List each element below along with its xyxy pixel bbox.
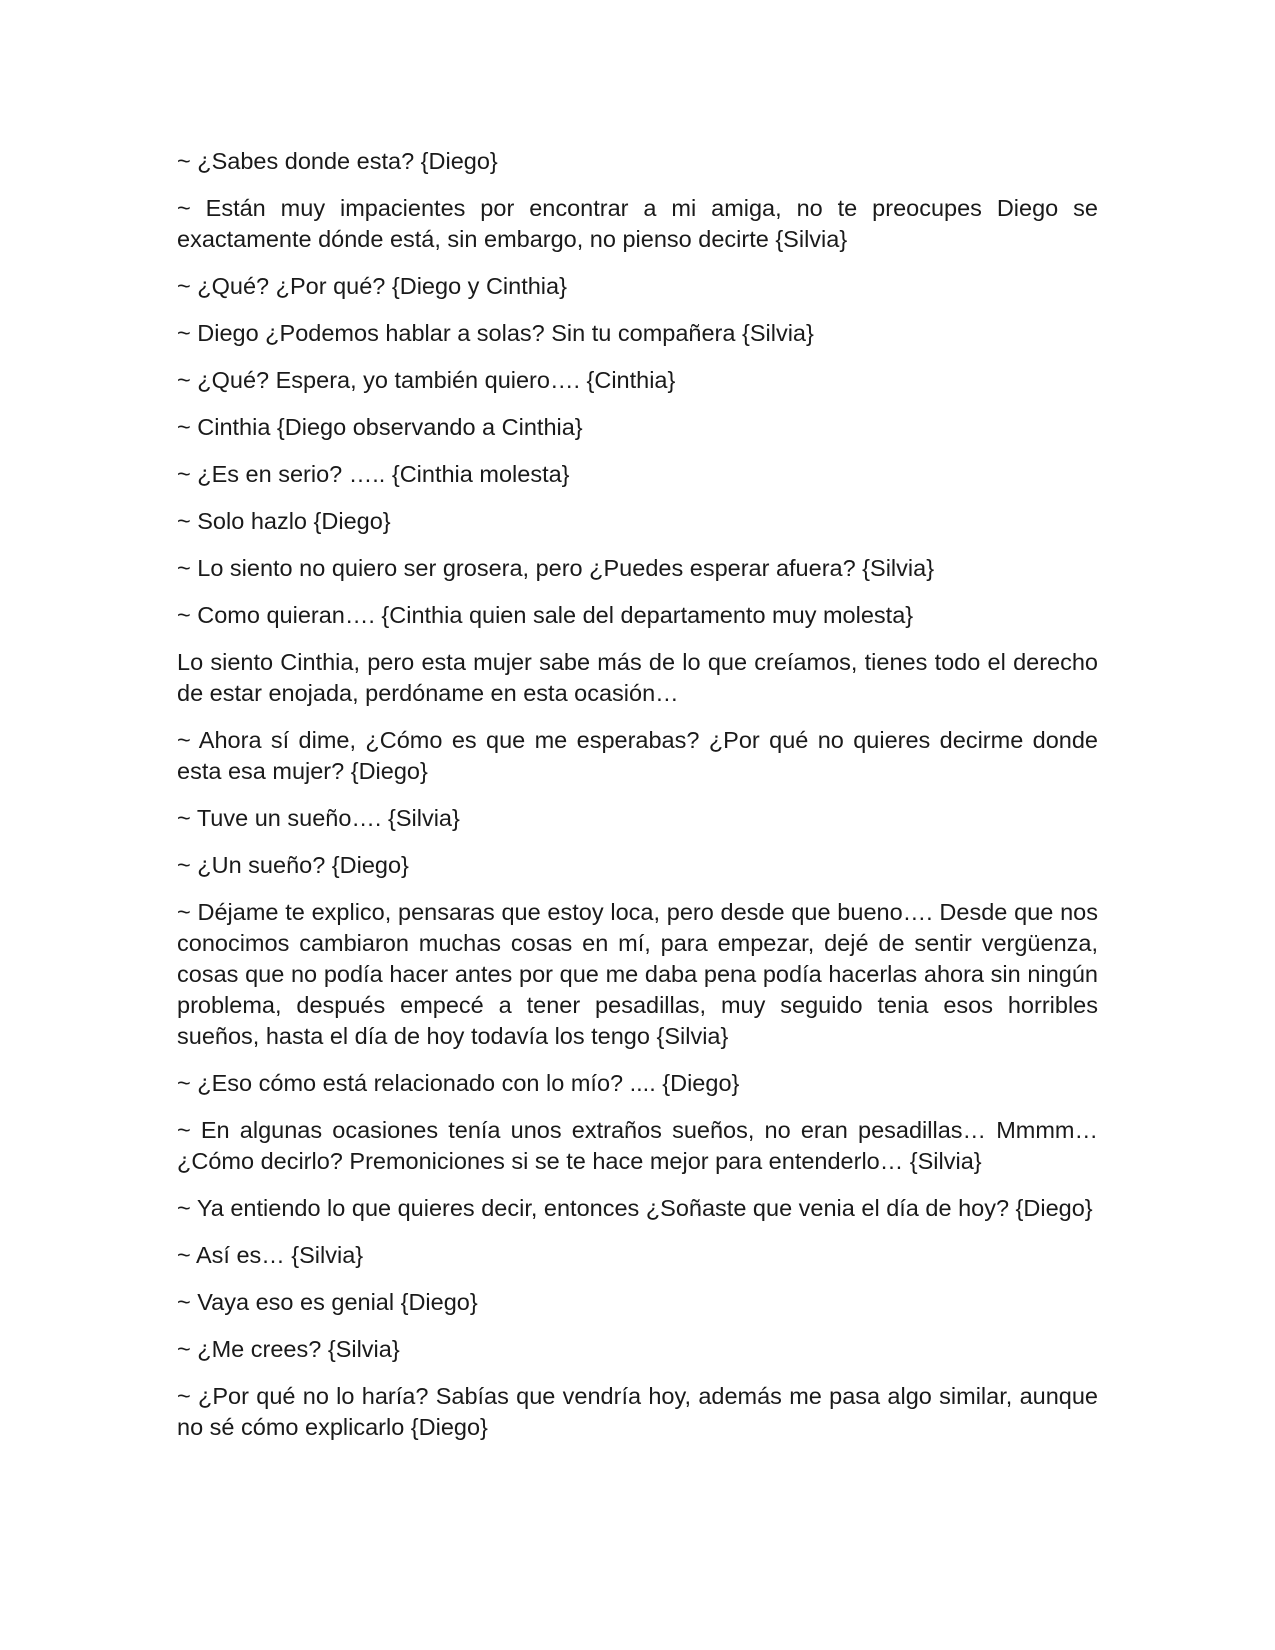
dialogue-line: ~ Déjame te explico, pensaras que estoy loca, pero desde que bueno…. Desde que nos conocimos cambiaron muchas cosas en mí, para empezar, dejé de sentir vergüenza, cosas que no podía hacer antes por que me daba pena podía hacerlas ahora sin ningún problema, después empecé a tener pesadillas, muy seguido tenia esos horribles sueños, hasta el día de hoy todavía los tengo {Silvia} [177,899,1098,1049]
dialogue-line: ~ ¿Es en serio? ….. {Cinthia molesta} [177,461,570,487]
dialogue-line: ~ ¿Sabes donde esta? {Diego} [177,148,498,174]
narration-paragraph: Lo siento Cinthia, pero esta mujer sabe más de lo que creíamos, tienes todo el derecho de estar enojada, perdóname en esta ocasión… [177,649,1098,706]
dialogue-line: ~ Diego ¿Podemos hablar a solas? Sin tu compañera {Silvia} [177,320,814,346]
dialogue-line: ~ Lo siento no quiero ser grosera, pero ¿Puedes esperar afuera? {Silvia} [177,555,935,581]
dialogue-line: ~ Están muy impacientes por encontrar a mi amiga, no te preocupes Diego se exactamente dónde está, sin embargo, no pienso decirte {Silvia} [177,195,1098,252]
dialogue-line: ~ Como quieran…. {Cinthia quien sale del departamento muy molesta} [177,602,914,628]
dialogue-line: ~ Ahora sí dime, ¿Cómo es que me esperabas? ¿Por qué no quieres decirme donde esta esa mujer? {Diego} [177,727,1098,784]
dialogue-line: ~ Así es… {Silvia} [177,1242,364,1268]
dialogue-line: ~ Cinthia {Diego observando a Cinthia} [177,414,583,440]
dialogue-line: ~ ¿Qué? Espera, yo también quiero…. {Cinthia} [177,367,676,393]
document-body [177,146,1098,1459]
dialogue-line: ~ ¿Qué? ¿Por qué? {Diego y Cinthia} [177,273,567,299]
dialogue-line: ~ ¿Eso cómo está relacionado con lo mío? .... {Diego} [177,1070,740,1096]
dialogue-line: ~ Vaya eso es genial {Diego} [177,1289,478,1315]
dialogue-line: ~ Ya entiendo lo que quieres decir, entonces ¿Soñaste que venia el día de hoy? {Diego} [177,1195,1093,1221]
dialogue-line: ~ ¿Me crees? {Silvia} [177,1336,400,1362]
dialogue-line: ~ Solo hazlo {Diego} [177,508,391,534]
dialogue-line: ~ Tuve un sueño…. {Silvia} [177,805,460,831]
dialogue-line: ~ ¿Por qué no lo haría? Sabías que vendría hoy, además me pasa algo similar, aunque no sé cómo explicarlo {Diego} [177,1383,1098,1440]
dialogue-line: ~ ¿Un sueño? {Diego} [177,852,409,878]
dialogue-line: ~ En algunas ocasiones tenía unos extraños sueños, no eran pesadillas… Mmmm… ¿Cómo decirlo? Premoniciones si se te hace mejor para entenderlo… {Silvia} [177,1117,1098,1174]
